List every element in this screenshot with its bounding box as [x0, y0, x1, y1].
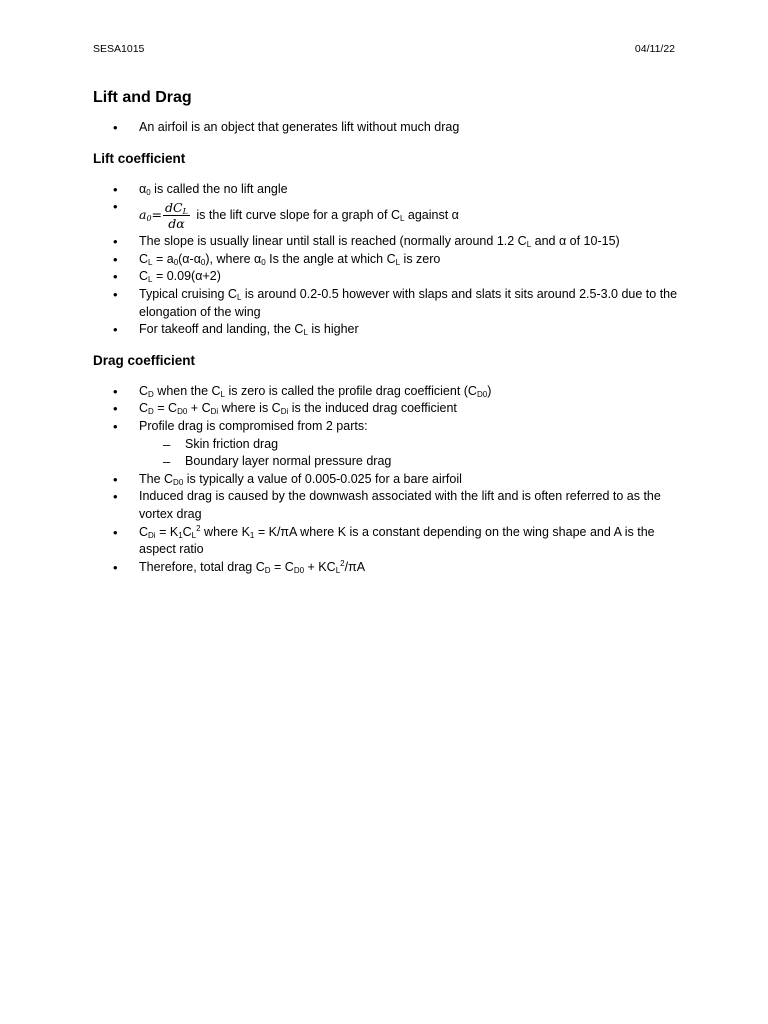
section-heading-drag: Drag coefficient: [93, 352, 196, 368]
fraction: $\frac{dC_L}{d\alpha}$: [165, 200, 188, 232]
lift-list: [93, 181, 683, 339]
list-item: • $C_D = C_{D0} + C_{Di}$ where is $C_{Di}$ is the induced drag coefficient: [93, 400, 683, 418]
list-item: • For takeoff and landing, the $C_L$ is higher: [93, 321, 683, 339]
list-item: • $\alpha_0$ is called the no lift angle: [93, 181, 683, 199]
lift-curve-slope-formula: • $a_0=$ $\frac{dC_L}{d\alpha}$ is the lift curve slope for a graph of $C_L$ against α: [93, 198, 683, 233]
list-item: • The $C_{D0}$ is typically a value of 0.005-0.025 for a bare airfoil: [93, 471, 683, 489]
sub-list-item: – Boundary layer normal pressure drag: [139, 453, 683, 471]
header-course-code: SESA1015: [93, 43, 145, 55]
drag-list: [93, 383, 683, 577]
list-item: • $C_{Di} = K_1C_L^2$ where $K_1 = K/\pi A$ where K is a constant depending on the wing shape and A is the aspect ratio: [93, 524, 683, 559]
list-item: • Typical cruising $C_L$ is around 0.2-0.5 however with slaps and slats it sits around 2.5-3.0 due to the elongation of the wing: [93, 286, 683, 321]
list-item: • $C_L = a_0(\alpha-\alpha_0)$, where $\alpha_0$ Is the angle at which $C_L$ is zero: [93, 251, 683, 269]
intro-list: [93, 119, 683, 137]
document-body: [93, 87, 683, 576]
page-title: Lift and Drag: [93, 89, 192, 106]
list-item: • An airfoil is an object that generates lift without much drag: [93, 119, 683, 137]
header-date: 04/11/22: [634, 43, 675, 55]
list-item: • The slope is usually linear until stall is reached (normally around 1.2 $C_L$ and α of 10-15): [93, 233, 683, 251]
profile-drag-parts-list: [139, 436, 683, 471]
list-item: • $C_L = 0.09(\alpha+2)$: [93, 268, 683, 286]
section-heading-lift: Lift coefficient: [93, 150, 186, 166]
list-item: • $C_D$ when the $C_L$ is zero is called the profile drag coefficient $(C_{D0})$: [93, 383, 683, 401]
sub-list-item: – Skin friction drag: [139, 436, 683, 454]
list-item: • Therefore, total drag $C_D = C_{D0} + KC_L^2/\pi A$: [93, 559, 683, 577]
list-item: • Profile drag is compromised from 2 parts: – Skin friction drag – Boundary layer normal pressure drag: [93, 418, 683, 471]
list-item: • Induced drag is caused by the downwash associated with the lift and is often referred to as the vortex drag: [93, 488, 683, 523]
